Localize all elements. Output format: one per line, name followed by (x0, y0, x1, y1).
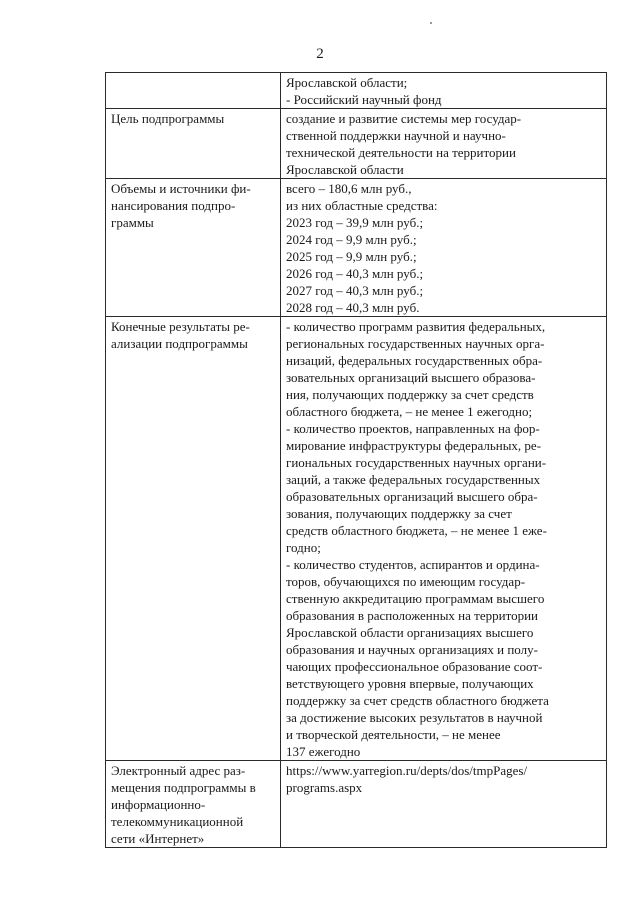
row-label-line: граммы (111, 215, 154, 230)
row-value-line: 2023 год – 39,9 млн руб.; (286, 215, 424, 230)
sources-continued-row (106, 73, 607, 109)
row-value-line: и творческой деятельности, – не менее (286, 727, 501, 742)
scan-speck (430, 22, 432, 24)
row-value-line: ния, получающих поддержку за счет средств (286, 387, 534, 402)
row-value-line: ственной поддержки научной и научно- (286, 128, 506, 143)
row-label-line: Объемы и источники фи- (111, 181, 251, 196)
row-value-line: годно; (286, 540, 321, 555)
goal-row (106, 109, 607, 179)
row-value-line: всего – 180,6 млн руб., (286, 181, 412, 196)
row-value-line: 2028 год – 40,3 млн руб. (286, 300, 420, 315)
row-value-cell (281, 317, 607, 761)
row-value-line: образовательных организаций высшего обра- (286, 489, 538, 504)
row-label-line: нансирования подпро- (111, 198, 236, 213)
row-label-line: телекоммуникационной (111, 814, 244, 829)
row-label-line: ализации подпрограммы (111, 336, 248, 351)
row-value-line: гиональных государственных научных органи- (286, 455, 547, 470)
row-value-line: за достижение высоких результатов в научной (286, 710, 543, 725)
row-value-line: образования в расположенных на территории (286, 608, 538, 623)
row-label-cell (106, 761, 281, 848)
row-value-line: создание и развитие системы мер государ- (286, 111, 522, 126)
row-value-line: образования и научных организациях и полу- (286, 642, 538, 657)
row-value-line: 2027 год – 40,3 млн руб.; (286, 283, 424, 298)
row-value-line: поддержку за счет средств областного бюджета (286, 693, 549, 708)
row-label-line: информационно- (111, 797, 206, 812)
subprogram-passport-table (105, 72, 607, 848)
row-value-line: - количество студентов, аспирантов и ордина- (286, 557, 540, 572)
row-value-line: региональных государственных научных орга- (286, 336, 545, 351)
table-body (106, 73, 607, 848)
row-value-line: programs.aspx (286, 780, 363, 795)
row-value-line: 2024 год – 9,9 млн руб.; (286, 232, 417, 247)
row-value-line: зовательных организаций высшего образова- (286, 370, 536, 385)
row-label-cell (106, 109, 281, 179)
row-value-line: ветствующего уровня впервые, получающих (286, 676, 534, 691)
row-value-line: зования, получающих поддержку за счет (286, 506, 512, 521)
row-value-line: ственную аккредитацию программам высшего (286, 591, 545, 606)
results-row (106, 317, 607, 761)
row-value-line: 2025 год – 9,9 млн руб.; (286, 249, 417, 264)
row-value-line: Ярославской области (286, 162, 404, 177)
row-value-line: торов, обучающихся по имеющим государ- (286, 574, 526, 589)
row-value-line: - Российский научный фонд (286, 92, 442, 107)
row-value-line: https://www.yarregion.ru/depts/dos/tmpPages/ (286, 763, 528, 778)
web-address-row (106, 761, 607, 848)
row-label-cell (106, 317, 281, 761)
row-label-line: Цель подпрограммы (111, 111, 225, 126)
row-value-line: мирование инфраструктуры федеральных, ре- (286, 438, 542, 453)
row-label-line: сети «Интернет» (111, 831, 205, 846)
row-value-line: средств областного бюджета, – не менее 1 еже- (286, 523, 547, 538)
row-label-cell (106, 179, 281, 317)
row-label-line: мещения подпрограммы в (111, 780, 256, 795)
row-value-line: низаций, федеральных государственных обра- (286, 353, 543, 368)
row-value-line: заций, а также федеральных государственных (286, 472, 541, 487)
row-value-line: из них областные средства: (286, 198, 438, 213)
funding-row (106, 179, 607, 317)
row-value-line: технической деятельности на территории (286, 145, 516, 160)
row-label-line: Конечные результаты ре- (111, 319, 250, 334)
row-value-line: Ярославской области организациях высшего (286, 625, 534, 640)
row-label-cell (106, 73, 281, 109)
row-value-line: - количество программ развития федеральных, (286, 319, 546, 334)
row-label-line: Электронный адрес раз- (111, 763, 246, 778)
row-value-cell (281, 109, 607, 179)
row-value-line: чающих профессиональное образование соот- (286, 659, 543, 674)
row-value-line: - количество проектов, направленных на фор- (286, 421, 540, 436)
row-value-line: 137 ежегодно (286, 744, 361, 759)
row-value-line: областного бюджета, – не менее 1 ежегодно; (286, 404, 533, 419)
page-number: 2 (316, 46, 324, 62)
row-value-cell (281, 179, 607, 317)
row-value-cell (281, 73, 607, 109)
row-value-line: 2026 год – 40,3 млн руб.; (286, 266, 424, 281)
row-value-cell (281, 761, 607, 848)
row-value-line: Ярославской области; (286, 75, 408, 90)
